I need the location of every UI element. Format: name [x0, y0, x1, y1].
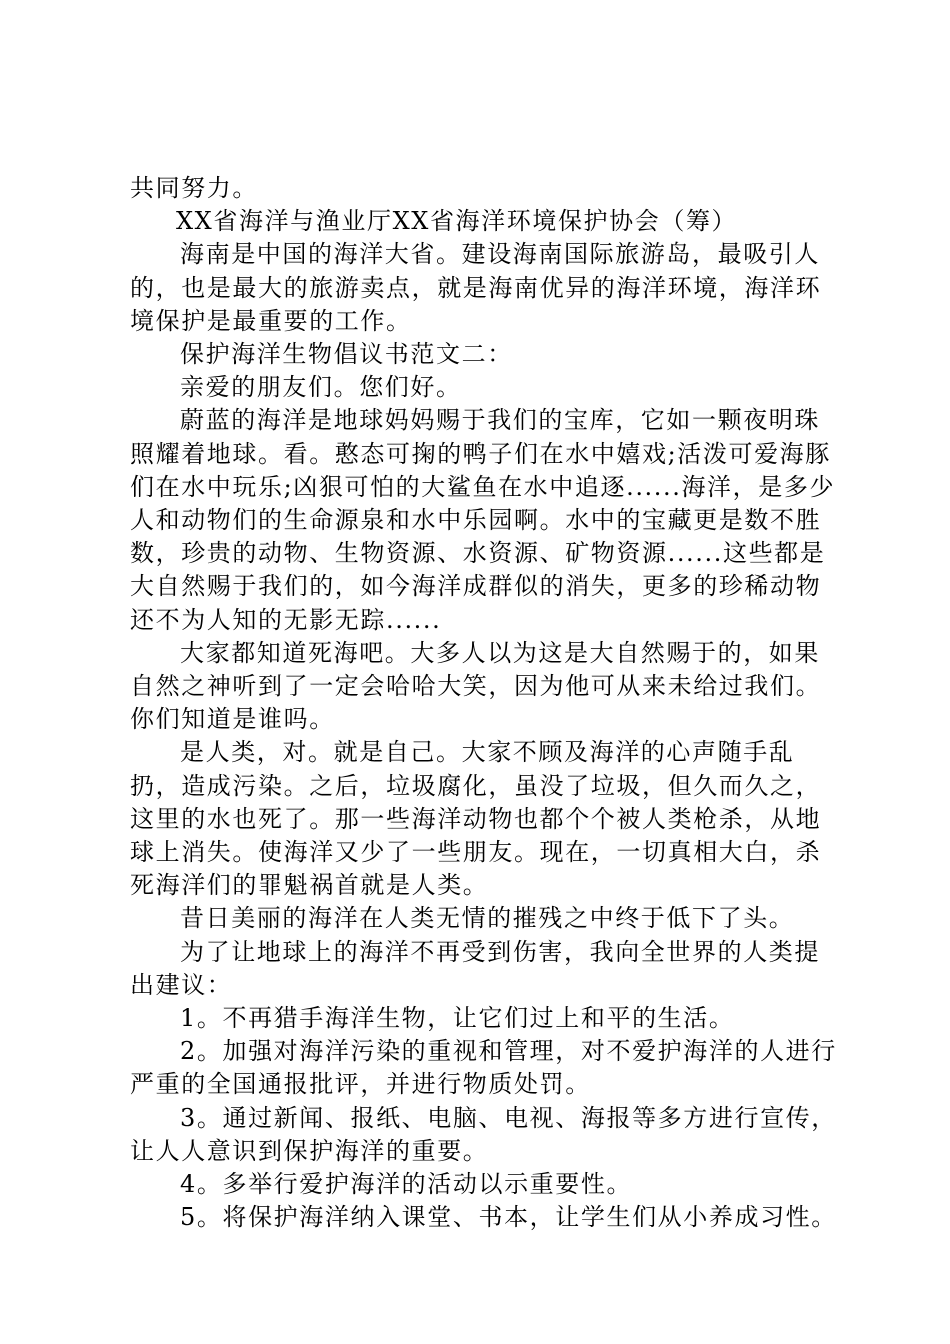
paragraph-destroyed: 昔日美丽的海洋在人类无情的摧残之中终于低下了头。	[180, 904, 795, 933]
document-body	[130, 172, 840, 1235]
salutation: 亲爱的朋友们。您们好。	[180, 373, 462, 402]
list-item: 4。多举行爱护海洋的活动以示重要性。	[180, 1170, 633, 1199]
paragraph-humans: 是人类，对。就是自己。大家不顾及海洋的心声随手乱扔，造成污染。之后，垃圾腐化，虽没了垃圾，但久而久之，这里的水也死了。那一些海洋动物也都个个被人类枪杀，从地球上消失。使海洋又少了一些朋友。现在，一切真相大白，杀死海洋们的罪魁祸首就是人类。	[130, 738, 822, 900]
paragraph-proposal-intro: 为了让地球上的海洋不再受到伤害，我向全世界的人类提出建议：	[130, 937, 820, 999]
paragraph-closing: 共同努力。	[130, 174, 258, 202]
paragraph-ocean-treasure: 蔚蓝的海洋是地球妈妈赐于我们的宝库，它如一颗夜明珠照耀着地球。看。憨态可掬的鸭子们在水中嬉戏;活泼可爱海豚们在水中玩乐;凶狠可怕的大鲨鱼在水中追逐......海洋，是多少人和动物们的生命源泉和水中乐园啊。水中的宝藏更是数不胜数，珍贵的动物、生物资源、水资源、矿物资源......这些都是大自然赐于我们的，如今海洋成群似的消失，更多的珍稀动物还不为人知的无影无踪......	[130, 406, 836, 634]
section-heading: 保护海洋生物倡议书范文二：	[180, 340, 513, 369]
paragraph-signature: XX省海洋与渔业厅XX省海洋环境保护协会（筹）	[176, 207, 738, 236]
list-item: 3。通过新闻、报纸、电脑、电视、海报等多方进行宣传，让人人意识到保护海洋的重要。	[130, 1103, 837, 1165]
paragraph-dead-sea: 大家都知道死海吧。大多人以为这是大自然赐于的，如果自然之神听到了一定会哈哈大笑，因为他可从来未给过我们。你们知道是谁吗。	[130, 638, 822, 734]
paragraph-hainan: 海南是中国的海洋大省。建设海南国际旅游岛，最吸引人的，也是最大的旅游卖点，就是海南优异的海洋环境，海洋环境保护是最重要的工作。	[130, 240, 822, 335]
list-item: 1。不再猎手海洋生物，让它们过上和平的生活。	[180, 1004, 735, 1033]
list-item: 5。将保护海洋纳入课堂、书本，让学生们从小养成习性。	[180, 1203, 837, 1232]
list-item: 2。加强对海洋污染的重视和管理，对不爱护海洋的人进行严重的全国通报批评，并进行物质处罚。	[130, 1037, 837, 1099]
